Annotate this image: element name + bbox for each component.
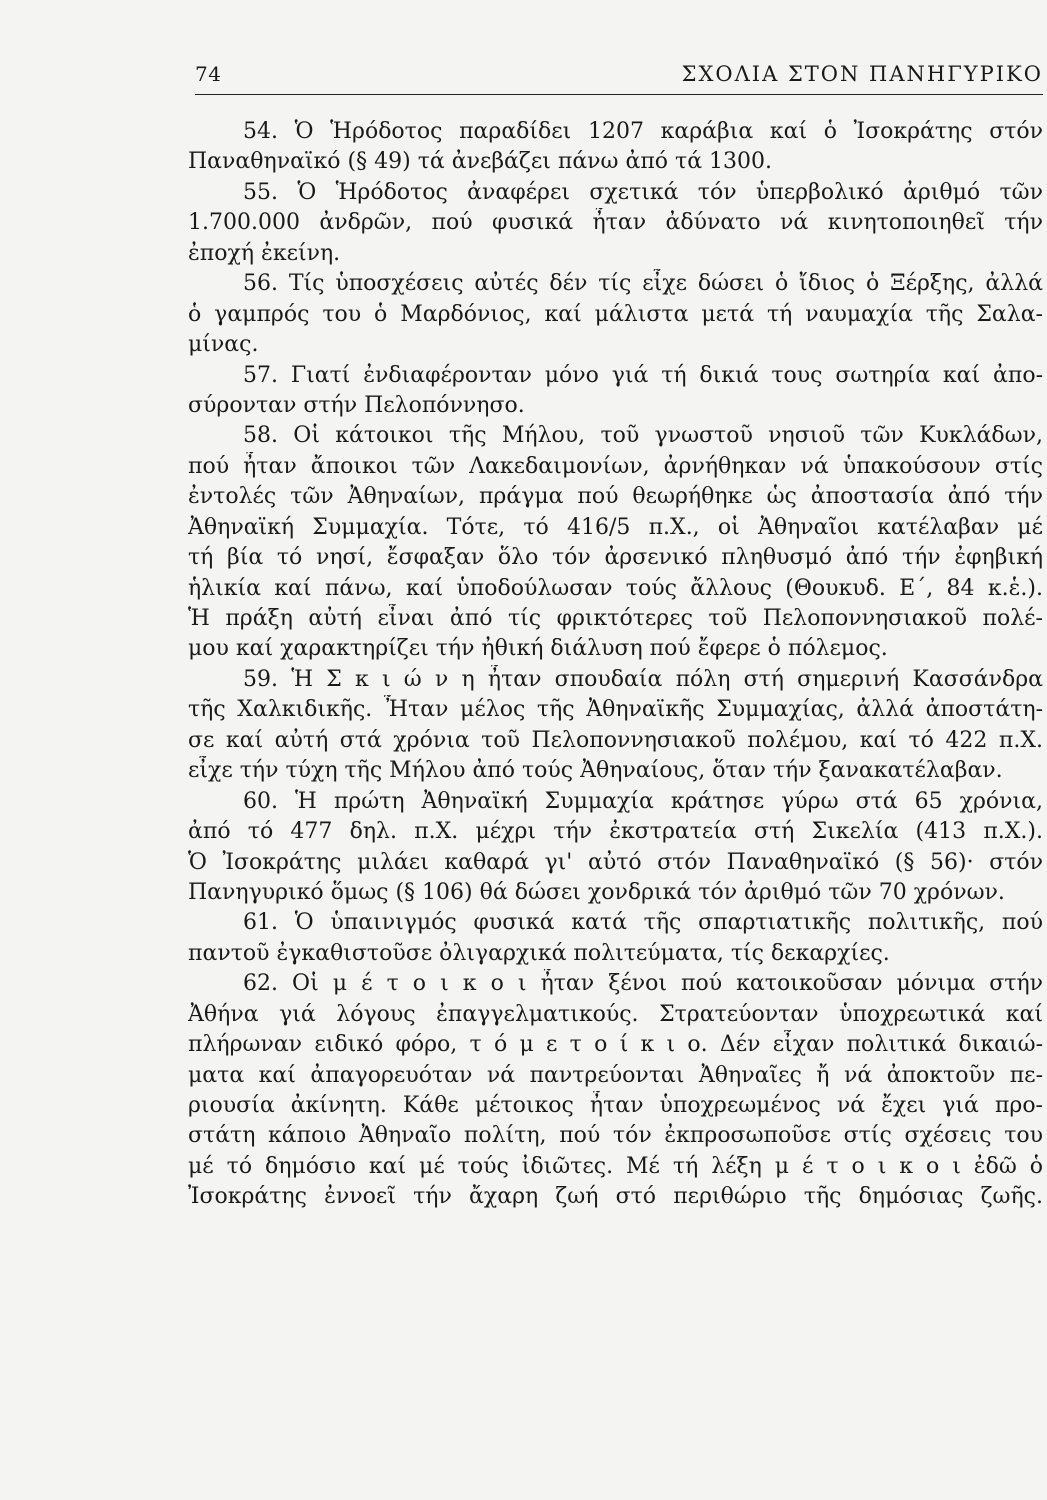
text-line: εἶχε τήν τύχη τῆς Μήλου ἀπό τούς Ἀθηναίους, ὅταν τήν ξανακατέλαβαν. xyxy=(188,758,1003,784)
text-line: Πανηγυρικό ὅμως (§ 106) θά δώσει χονδρικά τόν ἀριθμό τῶν 70 χρόνων. xyxy=(188,879,1005,905)
text-line: 62. Οἱ μ έ τ ο ι κ ο ι ἦταν ξένοι πού κατοικοῦσαν μόνιμα στήν xyxy=(243,971,1043,997)
text-line: ὁ γαμπρός του ὁ Μαρδόνιος, καί μάλιστα μετά τή ναυμαχία τῆς Σαλα- xyxy=(188,301,1043,327)
text-line: Παναθηναϊκό (§ 49) τά ἀνεβάζει πάνω ἀπό τά 1300. xyxy=(188,149,773,175)
text-line: ἐντολές τῶν Ἀθηναίων, πράγμα πού θεωρήθηκε ὡς ἀποστασία ἀπό τήν xyxy=(188,484,1043,510)
text-line: 56. Τίς ὑποσχέσεις αὐτές δέν τίς εἶχε δώσει ὁ ἴδιος ὁ Ξέρξης, ἀλλά xyxy=(243,271,1043,297)
text-line: Ἀθηναϊκή Συμμαχία. Τότε, τό 416/5 π.Χ., οἱ Ἀθηναῖοι κατέλαβαν μέ xyxy=(188,514,1043,540)
text-line: 59. Ἡ Σ κ ι ώ ν η ἦταν σπουδαία πόλη στή σημερινή Κασσάνδρα xyxy=(243,666,1043,692)
text-line: μίνας. xyxy=(188,332,259,358)
text-line: στάτη κάποιο Ἀθηναῖο πολίτη, πού τόν ἐκπροσωποῦσε στίς σχέσεις του xyxy=(188,1123,1043,1149)
page-header xyxy=(195,60,1043,95)
text-line: 57. Γιατί ἐνδιαφέρονταν μόνο γιά τή δικιά τους σωτηρία καί ἀπο- xyxy=(243,362,1043,388)
text-line: ἐποχή ἐκείνη. xyxy=(188,240,341,266)
text-line: ἀπό τό 477 δηλ. π.Χ. μέχρι τήν ἐκστρατεία στή Σικελία (413 π.Χ.). xyxy=(188,819,1043,845)
text-line: Ἀθήνα γιά λόγους ἐπαγγελματικούς. Στρατεύονταν ὑποχρεωτικά καί xyxy=(188,1001,1043,1027)
text-line: 54. Ὁ Ἡρόδοτος παραδίδει 1207 καράβια καί ὁ Ἰσοκράτης στόν xyxy=(243,119,1043,144)
text-line: 61. Ὁ ὑπαινιγμός φυσικά κατά τῆς σπαρτιατικῆς πολιτικῆς, πού xyxy=(243,910,1043,936)
text-line: ριουσία ἀκίνητη. Κάθε μέτοικος ἦταν ὑποχρεωμένος νά ἔχει γιά προ- xyxy=(188,1093,1043,1118)
notes-body xyxy=(188,117,1043,1213)
page-number: 74 xyxy=(195,62,222,86)
text-line: μου καί χαρακτηρίζει τήν ἠθική διάλυση πού ἔφερε ὁ πόλεμος. xyxy=(188,636,888,662)
text-line: Ὁ Ἰσοκράτης μιλάει καθαρά γι' αὐτό στόν Παναθηναϊκό (§ 56)· στόν xyxy=(188,849,1043,875)
running-head: ΣΧΟΛΙΑ ΣΤΟΝ ΠΑΝΗΓΥΡΙΚΟ xyxy=(681,62,1043,86)
text-line: πού ἦταν ἄποικοι τῶν Λακεδαιμονίων, ἀρνήθηκαν νά ὑπακούσουν στίς xyxy=(188,453,1043,479)
text-line: 1.700.000 ἀνδρῶν, πού φυσικά ἦταν ἀδύνατο νά κινητοποιηθεῖ τήν xyxy=(188,210,1043,236)
text-line: Ἡ πράξη αὐτή εἶναι ἀπό τίς φρικτότερες τοῦ Πελοποννησιακοῦ πολέ- xyxy=(188,606,1043,631)
text-line: 60. Ἡ πρώτη Ἀθηναϊκή Συμμαχία κράτησε γύρω στά 65 χρόνια, xyxy=(243,788,1043,814)
text-line: μέ τό δημόσιο καί μέ τούς ἰδιῶτες. Μέ τή λέξη μ έ τ ο ι κ ο ι ἐδῶ ὁ xyxy=(188,1153,1043,1179)
text-line: ματα καί ἀπαγορευόταν νά παντρεύονται Ἀθηναῖες ἤ νά ἀποκτοῦν πε- xyxy=(188,1062,1043,1088)
text-line: τή βία τό νησί, ἔσφαξαν ὅλο τόν ἀρσενικό πληθυσμό ἀπό τήν ἐφηβική xyxy=(188,545,1043,571)
text-line: τῆς Χαλκιδικῆς. Ἦταν μέλος τῆς Ἀθηναϊκῆς Συμμαχίας, ἀλλά ἀποστάτη- xyxy=(188,697,1043,723)
text-line: ἡλικία καί πάνω, καί ὑποδούλωσαν τούς ἄλλους (Θουκυδ. Ε΄, 84 κ.ἑ.). xyxy=(188,575,1043,601)
text-line: 58. Οἱ κάτοικοι τῆς Μήλου, τοῦ γνωστοῦ νησιοῦ τῶν Κυκλάδων, xyxy=(243,423,1043,449)
text-line: παντοῦ ἐγκαθιστοῦσε ὀλιγαρχικά πολιτεύματα, τίς δεκαρχίες. xyxy=(188,940,890,966)
text-line: σε καί αὐτή στά χρόνια τοῦ Πελοποννησιακοῦ πολέμου, καί τό 422 π.Χ. xyxy=(188,727,1043,753)
text-line: πλήρωναν ειδικό φόρο, τ ό μ ε τ ο ί κ ι ο. Δέν εἶχαν πολιτικά δικαιώ- xyxy=(188,1032,1043,1058)
text-line: Ἰσοκράτης ἐννοεῖ τήν ἄχαρη ζωή στό περιθώριο τῆς δημόσιας ζωῆς. xyxy=(188,1184,1043,1210)
text-line: 55. Ὁ Ἡρόδοτος ἀναφέρει σχετικά τόν ὑπερβολικό ἀριθμό τῶν xyxy=(243,179,1043,205)
text-line: σύρονταν στήν Πελοπόννησο. xyxy=(188,392,525,418)
